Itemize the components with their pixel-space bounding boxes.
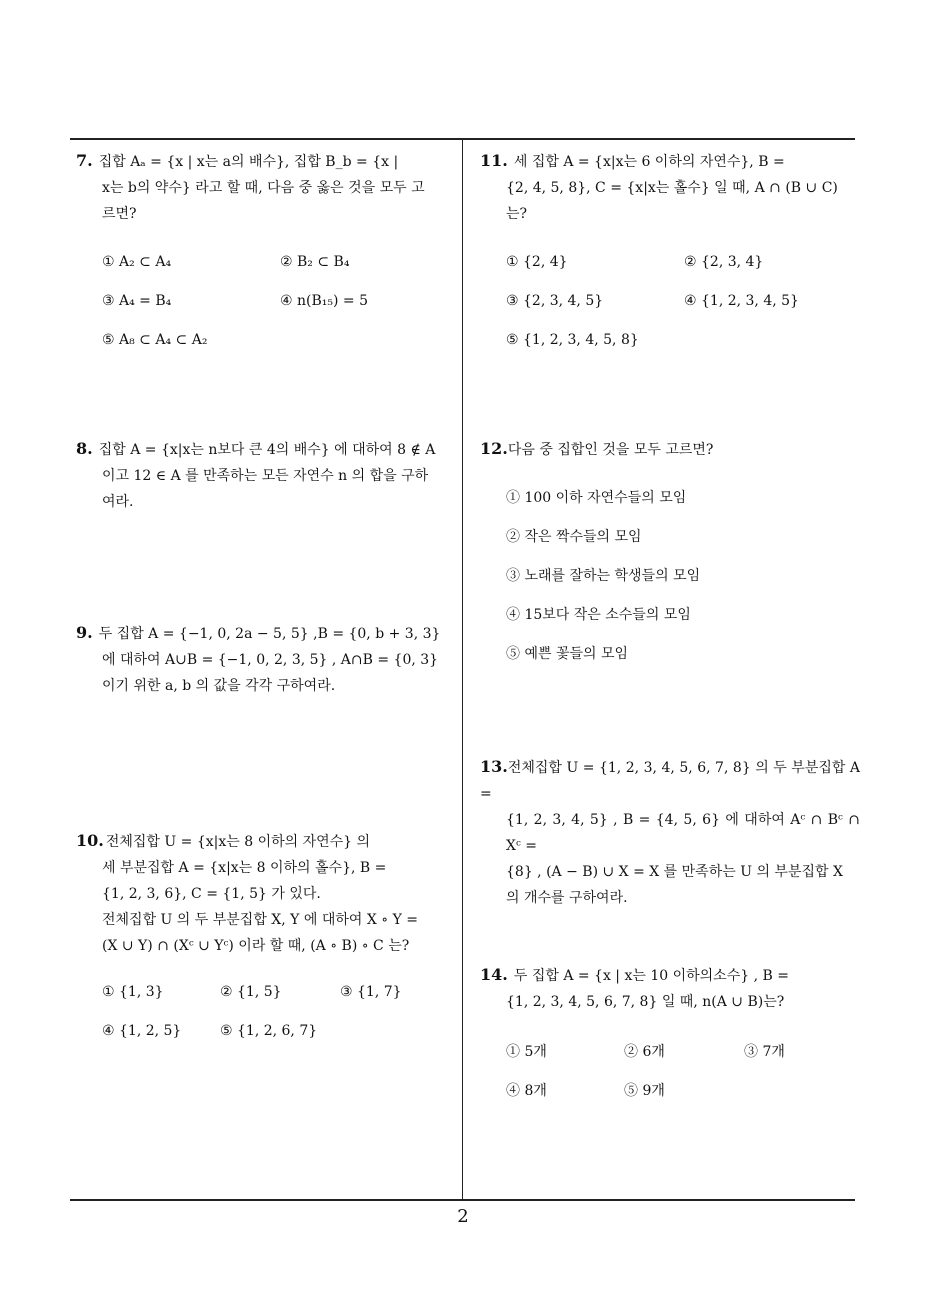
option-2[interactable]: ② {2, 3, 4} [684, 254, 764, 270]
question-number: 8. [76, 439, 93, 458]
question-number: 14. [480, 965, 508, 984]
question-text: 다음 중 집합인 것을 모두 고르면? [507, 442, 714, 458]
option-5[interactable]: ⑤ 9개 [624, 1083, 665, 1099]
question-text: {1, 2, 3, 4, 5} , B = {4, 5, 6} 에 대하여 Aᶜ ∩ Bᶜ ∩ Xᶜ = [506, 812, 860, 854]
question-text: (X ∪ Y) ∩ (Xᶜ ∪ Yᶜ) 이라 할 때, (A ∘ B) ∘ C 는? [102, 938, 410, 954]
option-3[interactable]: ③ 노래를 잘하는 학생들의 모임 [506, 568, 701, 584]
option-5[interactable]: ⑤ 예쁜 꽃들의 모임 [506, 646, 629, 662]
option-3[interactable]: ③ A₄ = B₄ [102, 293, 172, 309]
option-3[interactable]: ③ 7개 [744, 1044, 785, 1060]
question-10 [76, 828, 456, 1039]
question-text: 세 부분집합 A = {x|x는 8 이하의 홀수}, B = [102, 860, 387, 876]
question-text: 이기 위한 a, b 의 값을 각각 구하여라. [102, 678, 336, 694]
question-text: 여라. [102, 494, 134, 510]
option-4[interactable]: ④ {1, 2, 5} [102, 1023, 182, 1039]
option-1[interactable]: ① {2, 4} [506, 254, 568, 270]
option-5[interactable]: ⑤ A₈ ⊂ A₄ ⊂ A₂ [102, 332, 208, 348]
options [480, 227, 860, 347]
question-number: 12. [480, 439, 508, 458]
question-text: 이고 12 ∈ A 를 만족하는 모든 자연수 n 의 합을 구하 [102, 468, 429, 484]
question-7 [76, 148, 456, 347]
question-8 [76, 436, 456, 515]
options [480, 463, 860, 683]
option-4[interactable]: ④ 15보다 작은 소수들의 모임 [506, 607, 691, 623]
question-text: 두 집합 A = {x | x는 10 이하의소수} , B = [513, 968, 789, 984]
question-number: 11. [480, 151, 508, 170]
question-number: 7. [76, 151, 93, 170]
option-2[interactable]: ② B₂ ⊂ B₄ [280, 254, 350, 270]
question-text: 집합 Aₐ = {x | x는 a의 배수}, 집합 B_b = {x | [98, 154, 399, 170]
option-4[interactable]: ④ {1, 2, 3, 4, 5} [684, 293, 799, 309]
question-text: 세 집합 A = {x|x는 6 이하의 자연수}, B = [513, 154, 785, 170]
question-number: 13. [480, 757, 508, 776]
question-text: 두 집합 A = {−1, 0, 2a − 5, 5} ,B = {0, b + 3, 3} [98, 626, 441, 642]
question-text: 의 개수를 구하여라. [506, 890, 628, 906]
option-2[interactable]: ② {1, 5} [220, 984, 282, 1000]
option-3[interactable]: ③ {1, 7} [340, 984, 402, 1000]
question-text: 에 대하여 A∪B = {−1, 0, 2, 3, 5} , A∩B = {0, 3} [102, 652, 439, 668]
question-text: 는? [506, 206, 528, 222]
option-5[interactable]: ⑤ {1, 2, 3, 4, 5, 8} [506, 332, 639, 348]
option-1[interactable]: ① {1, 3} [102, 984, 164, 1000]
question-11 [480, 148, 860, 347]
question-13 [480, 754, 860, 911]
option-2[interactable]: ② 6개 [624, 1044, 665, 1060]
option-2[interactable]: ② 작은 짝수들의 모임 [506, 529, 642, 545]
option-1[interactable]: ① A₂ ⊂ A₄ [102, 254, 172, 270]
question-text: 집합 A = {x|x는 n보다 큰 4의 배수} 에 대하여 8 ∉ A [98, 442, 436, 458]
column-divider [462, 139, 463, 1201]
option-1[interactable]: ① 100 이하 자연수들의 모임 [506, 490, 687, 506]
options [76, 959, 456, 1039]
option-4[interactable]: ④ 8개 [506, 1083, 547, 1099]
question-12 [480, 436, 860, 683]
question-text: 전체집합 U 의 두 부분집합 X, Y 에 대하여 X ∘ Y = [102, 912, 418, 928]
bottom-rule [70, 1199, 855, 1201]
question-number: 10. [76, 831, 104, 850]
options [76, 227, 456, 347]
page-number: 2 [457, 1206, 469, 1227]
options [480, 1015, 860, 1099]
question-text: x는 b의 약수} 라고 할 때, 다음 중 옳은 것을 모두 고 [102, 180, 425, 196]
option-5[interactable]: ⑤ {1, 2, 6, 7} [220, 1023, 318, 1039]
question-text: {1, 2, 3, 6}, C = {1, 5} 가 있다. [102, 886, 321, 902]
question-9 [76, 620, 456, 699]
option-4[interactable]: ④ n(B₁₅) = 5 [280, 293, 368, 309]
question-number: 9. [76, 623, 93, 642]
option-1[interactable]: ① 5개 [506, 1044, 547, 1060]
question-text: {1, 2, 3, 4, 5, 6, 7, 8} 일 때, n(A ∪ B)는? [506, 994, 785, 1010]
question-text: 전체집합 U = {1, 2, 3, 4, 5, 6, 7, 8} 의 두 부분집합 A = [480, 760, 860, 802]
question-text: 전체집합 U = {x|x는 8 이하의 자연수} 의 [105, 834, 371, 850]
option-3[interactable]: ③ {2, 3, 4, 5} [506, 293, 604, 309]
question-text: {2, 4, 5, 8}, C = {x|x는 홀수} 일 때, A ∩ (B ∪ C) [506, 180, 838, 196]
question-text: 르면? [102, 206, 137, 222]
question-text: {8} , (A − B) ∪ X = X 를 만족하는 U 의 부분집합 X [506, 864, 843, 880]
question-14 [480, 962, 860, 1099]
